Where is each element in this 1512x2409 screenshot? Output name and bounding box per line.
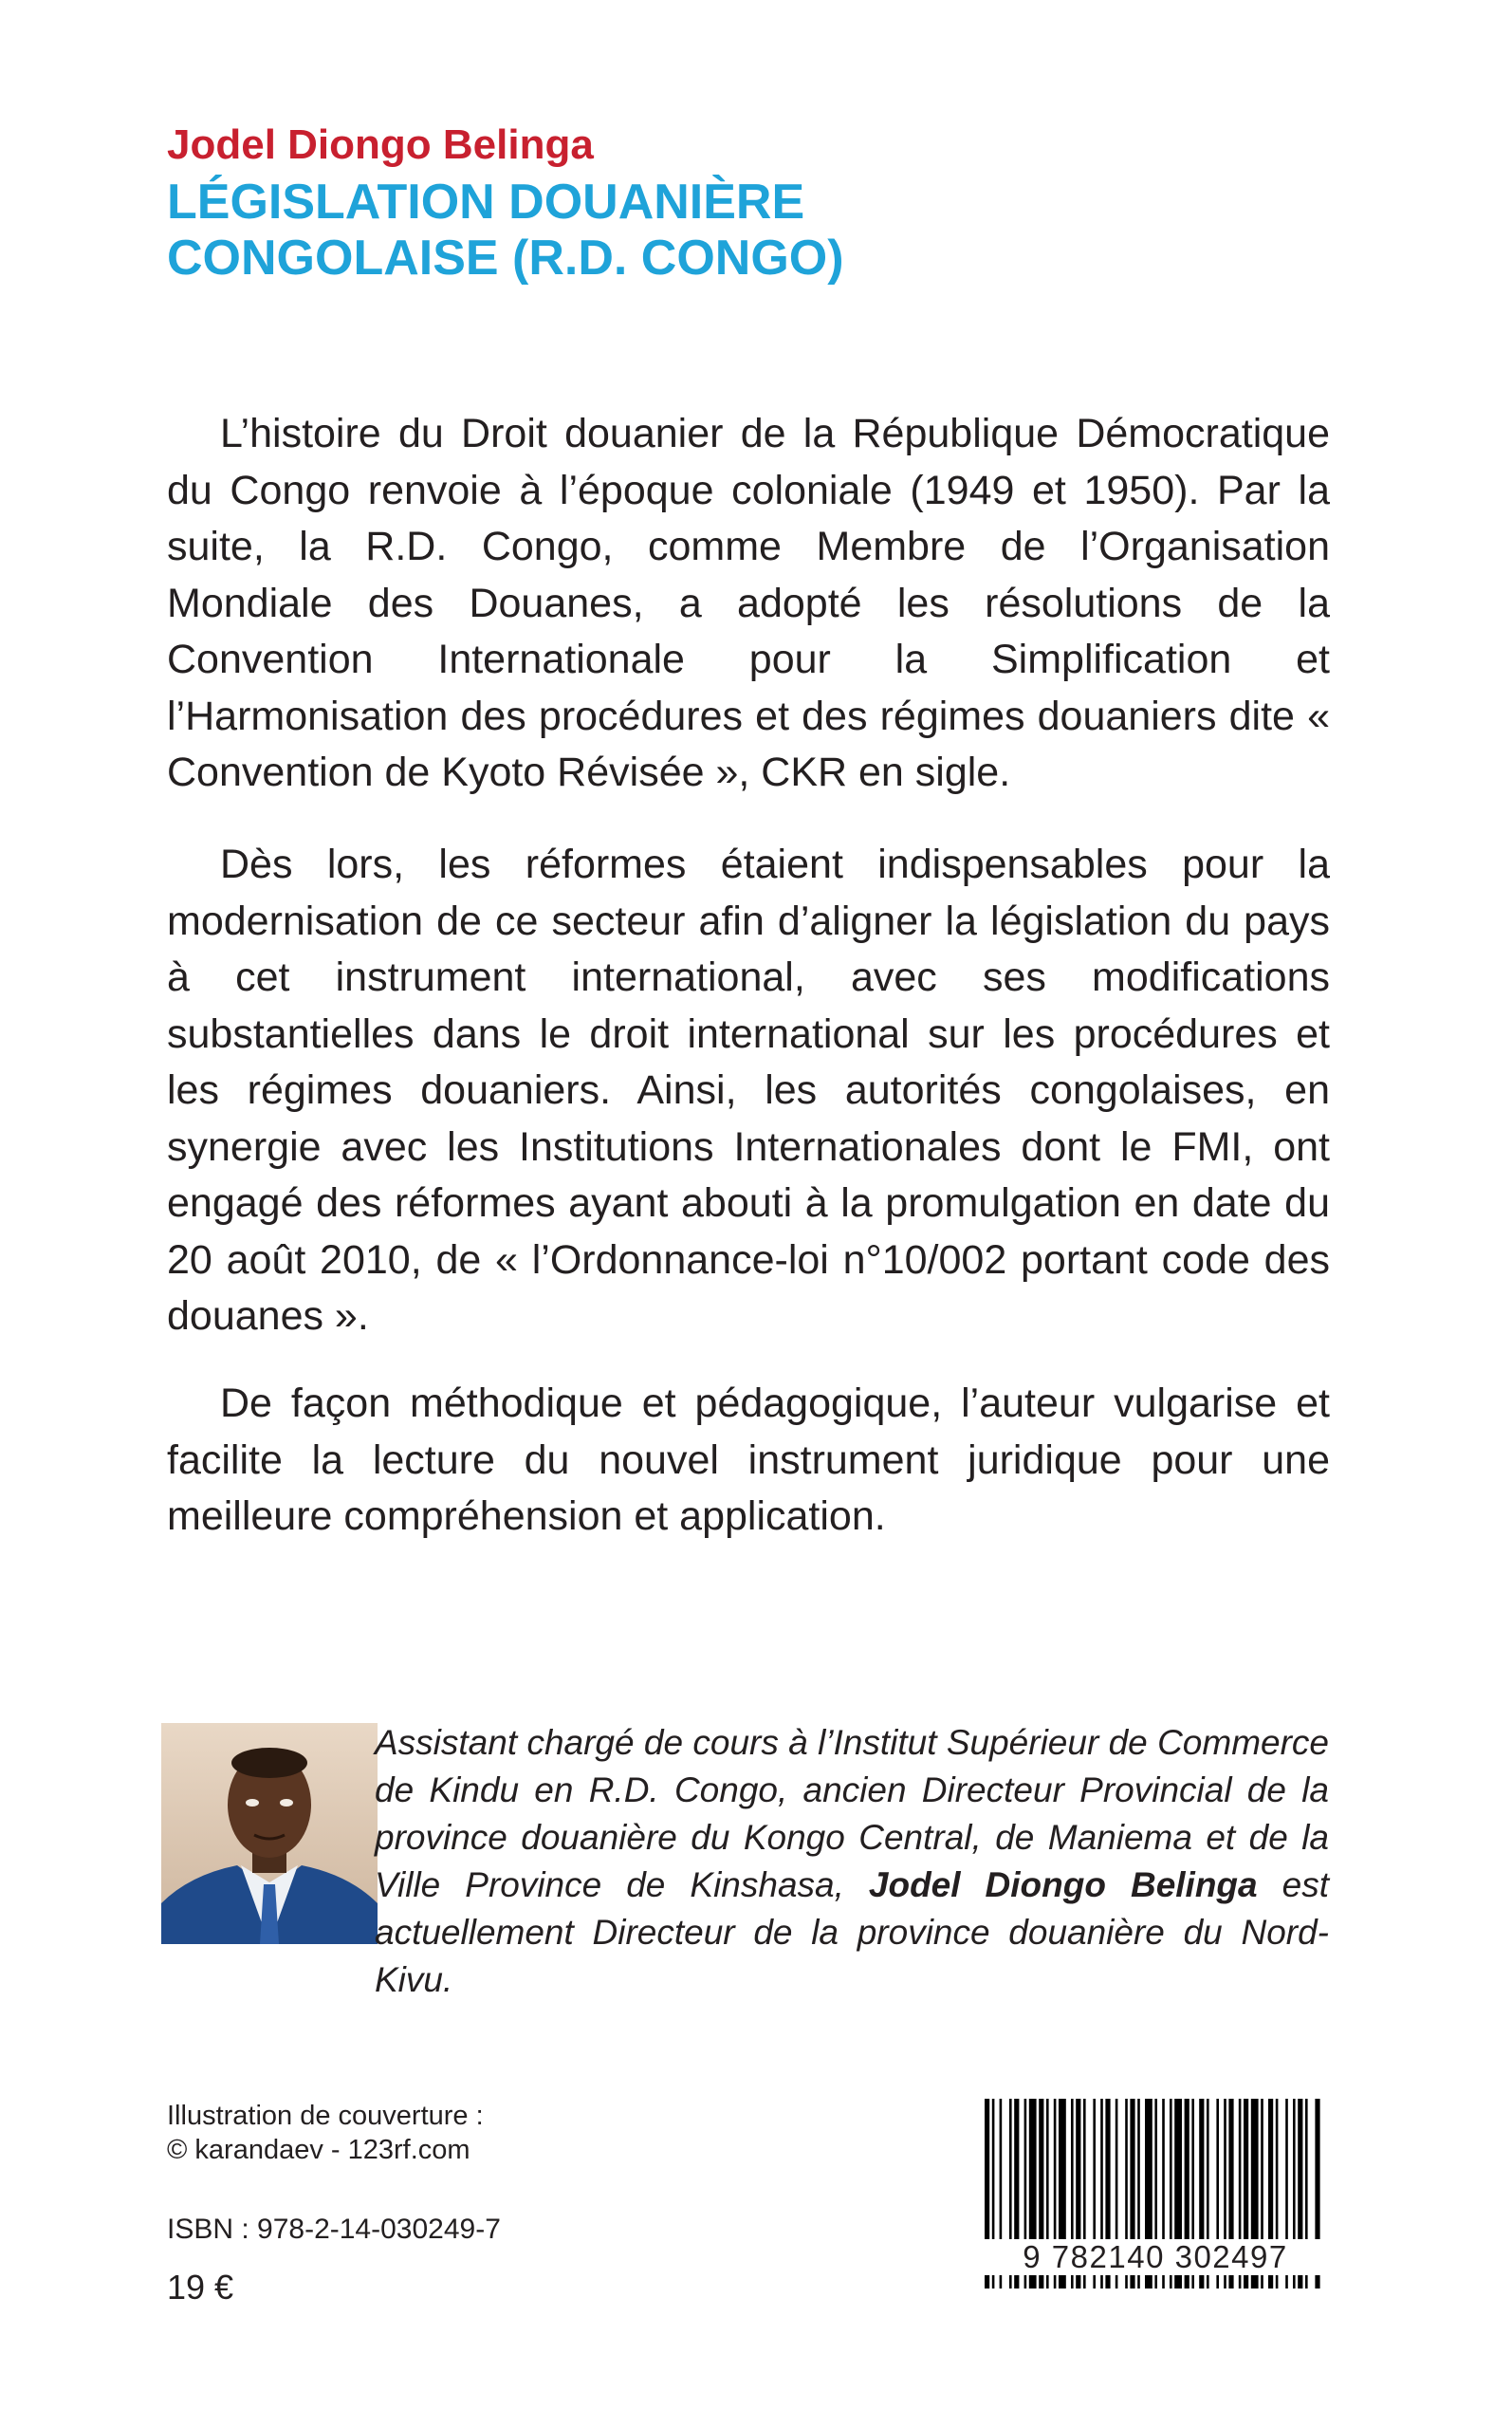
author-bio-name: Jodel Diongo Belinga xyxy=(868,1865,1258,1904)
cover-credit-source: © karandaev - 123rf.com xyxy=(167,2135,470,2165)
cover-credit-label: Illustration de couverture : xyxy=(167,2101,484,2131)
book-title xyxy=(167,175,844,287)
author-bio-text-start: Assistant chargé de cours à l’Institut Supérieur de Commerce de Kindu en R.D. Congo, ancien Directeur Provincial de la province douanière du Kongo Central, de Maniema et de la Ville Province de Kinshasa, xyxy=(375,1723,1329,1904)
author-name: Jodel Diongo Belinga xyxy=(167,121,594,168)
price: 19 € xyxy=(167,2268,234,2307)
summary-paragraph-2: Dès lors, les réformes étaient indispensables pour la modernisation de ce secteur afin d’aligner la législation du pays à cet instrument international, avec ses modifications substantielles dans le droit international sur les procédures et les régimes douaniers. Ainsi, les autorités congolaises, en synergie avec les Institutions Internationales dont le FMI, ont engagé des réformes ayant abouti à la promulgation en date du 20 août 2010, de « l’Ordonnance-loi n°10/002 portant code des douanes ». xyxy=(167,842,1330,1339)
cover-credit xyxy=(167,2099,484,2167)
book-title-line-2: CONGOLAISE (R.D. CONGO) xyxy=(167,231,844,287)
author-photo xyxy=(161,1723,378,1944)
book-title-line-1: LÉGISLATION DOUANIÈRE xyxy=(167,175,805,230)
barcode-digits: 9 782140 302497 xyxy=(977,2239,1334,2275)
summary-paragraph-3: De façon méthodique et pédagogique, l’auteur vulgarise et facilite la lecture du nouvel instrument juridique pour une meilleure compréhension et application. xyxy=(167,1381,1330,1539)
author-bio-text-end: est actuellement Directeur de la province douanière du Nord-Kivu. xyxy=(375,1865,1329,1999)
summary-paragraph-1: L’histoire du Droit douanier de la République Démocratique du Congo renvoie à l’époque coloniale (1949 et 1950). Par la suite, la R.D. Congo, comme Membre de l’Organisation Mondiale des Douanes, a adopté les résolutions de la Convention Internationale pour la Simplification et l’Harmonisation des procédures et des régimes douaniers dite « Convention de Kyoto Révisée », CKR en sigle. xyxy=(167,411,1330,795)
author-photo-image xyxy=(161,1723,378,1944)
isbn: ISBN : 978-2-14-030249-7 xyxy=(167,2214,501,2245)
author-bio xyxy=(375,1719,1329,2004)
